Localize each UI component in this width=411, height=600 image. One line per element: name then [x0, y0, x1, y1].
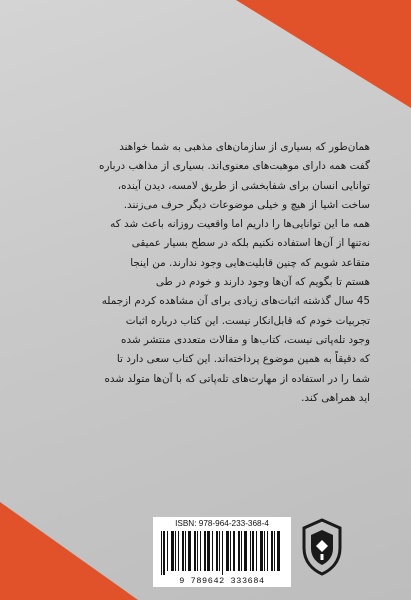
blurb-line: گفت همه دارای موهبت‌های معنوی‌اند. بسیاری از مذاهب درباره — [99, 160, 370, 173]
top-right-accent-triangle — [236, 0, 411, 108]
blurb-line: ساخت اشیا از هیچ و خیلی موضوعات دیگر حرف می‌زنند. — [123, 198, 370, 211]
blurb-line: توانایی انسان برای شفابخشی از طریق لامسه، دیدن آینده، — [117, 179, 370, 192]
blurb-line: تجربیات خودم که قابل‌انکار نیست. این کتاب درباره اثبات — [125, 314, 370, 327]
blurb-line: همان‌طور که بسیاری از سازمان‌های مذهبی به شما خواهند — [119, 141, 370, 153]
blurb-line: همه ما این توانایی‌ها را داریم اما واقعیت روزانه باعث شد که — [110, 218, 370, 231]
isbn-barcode — [153, 517, 291, 587]
blurb-line: اید همراهی کند. — [301, 391, 370, 404]
publisher-emblem-icon — [300, 518, 344, 576]
blurb-line: هستم تا بگویم که آن‌ها وجود دارند و خودم در طی — [155, 276, 370, 289]
blurb-line: که دقیقاً به همین موضوع پرداخته‌اند. این کتاب سعی دارد تا — [116, 353, 370, 366]
blurb-line: شما را در استفاده از مهارت‌های تله‌پاتی که با آن‌ها متولد شده — [104, 372, 370, 385]
blurb-line: نه‌تنها از آن‌ها استفاده نکنیم بلکه در سطح بسیار عمیقی — [131, 237, 370, 250]
bottom-left-accent-triangle — [0, 502, 138, 600]
blurb-line: 45 سال گذشته اثبات‌های زیادی برای آن مشاهده کردم ازجمله — [101, 295, 370, 308]
blurb-line: متقاعد شویم که چنین قابلیت‌هایی وجود ندارند. من اینجا — [130, 256, 370, 269]
barcode-digits: 9 789642 333684 — [179, 576, 265, 586]
back-cover-blurb — [42, 138, 370, 408]
blurb-line: وجود تله‌پاتی نیست، کتاب‌ها و مقالات متعددی منتشر شده — [121, 333, 370, 346]
isbn-label: ISBN: 978-964-233-368-4 — [175, 519, 269, 528]
barcode-bars — [159, 531, 285, 575]
